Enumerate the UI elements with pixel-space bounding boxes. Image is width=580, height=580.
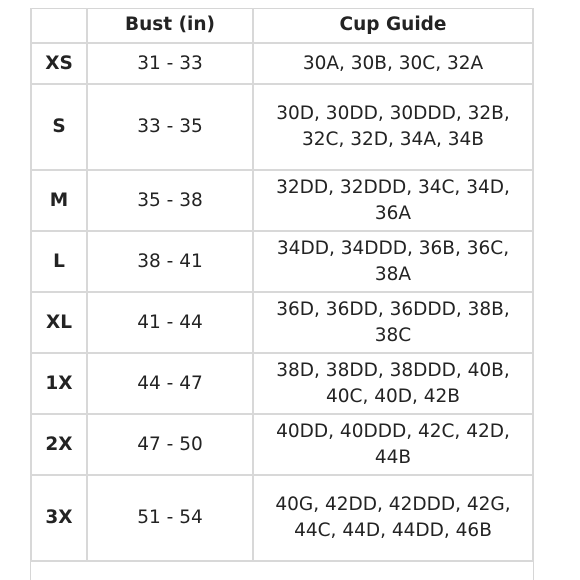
bust-cell: 47 - 50 bbox=[87, 414, 253, 475]
table-row bbox=[31, 231, 533, 292]
bust-cell: 51 - 54 bbox=[87, 475, 253, 561]
bust-cell: 41 - 44 bbox=[87, 292, 253, 353]
cup-cell: 38D, 38DD, 38DDD, 40B, 40C, 40D, 42B bbox=[253, 353, 533, 414]
size-cell: L bbox=[31, 231, 87, 292]
header-size bbox=[31, 8, 87, 43]
bust-cell: 38 - 41 bbox=[87, 231, 253, 292]
cup-cell: 40DD, 40DDD, 42C, 42D, 44B bbox=[253, 414, 533, 475]
size-cell: M bbox=[31, 170, 87, 231]
table-row bbox=[31, 414, 533, 475]
table-row bbox=[31, 43, 533, 84]
bust-cell: 44 - 47 bbox=[87, 353, 253, 414]
header-cup-guide: Cup Guide bbox=[253, 8, 533, 43]
bust-cell: 31 - 33 bbox=[87, 43, 253, 84]
table-row bbox=[31, 475, 533, 561]
bust-cell: 35 - 38 bbox=[87, 170, 253, 231]
size-cell: S bbox=[31, 84, 87, 170]
size-cell: 2X bbox=[31, 414, 87, 475]
table-header bbox=[31, 8, 533, 43]
size-cell: XS bbox=[31, 43, 87, 84]
cup-cell: 34DD, 34DDD, 36B, 36C, 38A bbox=[253, 231, 533, 292]
table-row bbox=[31, 170, 533, 231]
table-body bbox=[31, 43, 533, 561]
bust-cell: 33 - 35 bbox=[87, 84, 253, 170]
size-chart-table bbox=[30, 8, 534, 562]
table-row bbox=[31, 292, 533, 353]
cup-cell: 36D, 36DD, 36DDD, 38B, 38C bbox=[253, 292, 533, 353]
size-cell: XL bbox=[31, 292, 87, 353]
size-cell: 3X bbox=[31, 475, 87, 561]
table-row bbox=[31, 353, 533, 414]
header-row bbox=[31, 8, 533, 43]
cup-cell: 40G, 42DD, 42DDD, 42G, 44C, 44D, 44DD, 46B bbox=[253, 475, 533, 561]
table-row bbox=[31, 84, 533, 170]
header-bust: Bust (in) bbox=[87, 8, 253, 43]
cup-cell: 30A, 30B, 30C, 32A bbox=[253, 43, 533, 84]
cup-cell: 30D, 30DD, 30DDD, 32B, 32C, 32D, 34A, 34B bbox=[253, 84, 533, 170]
size-cell: 1X bbox=[31, 353, 87, 414]
cup-cell: 32DD, 32DDD, 34C, 34D, 36A bbox=[253, 170, 533, 231]
